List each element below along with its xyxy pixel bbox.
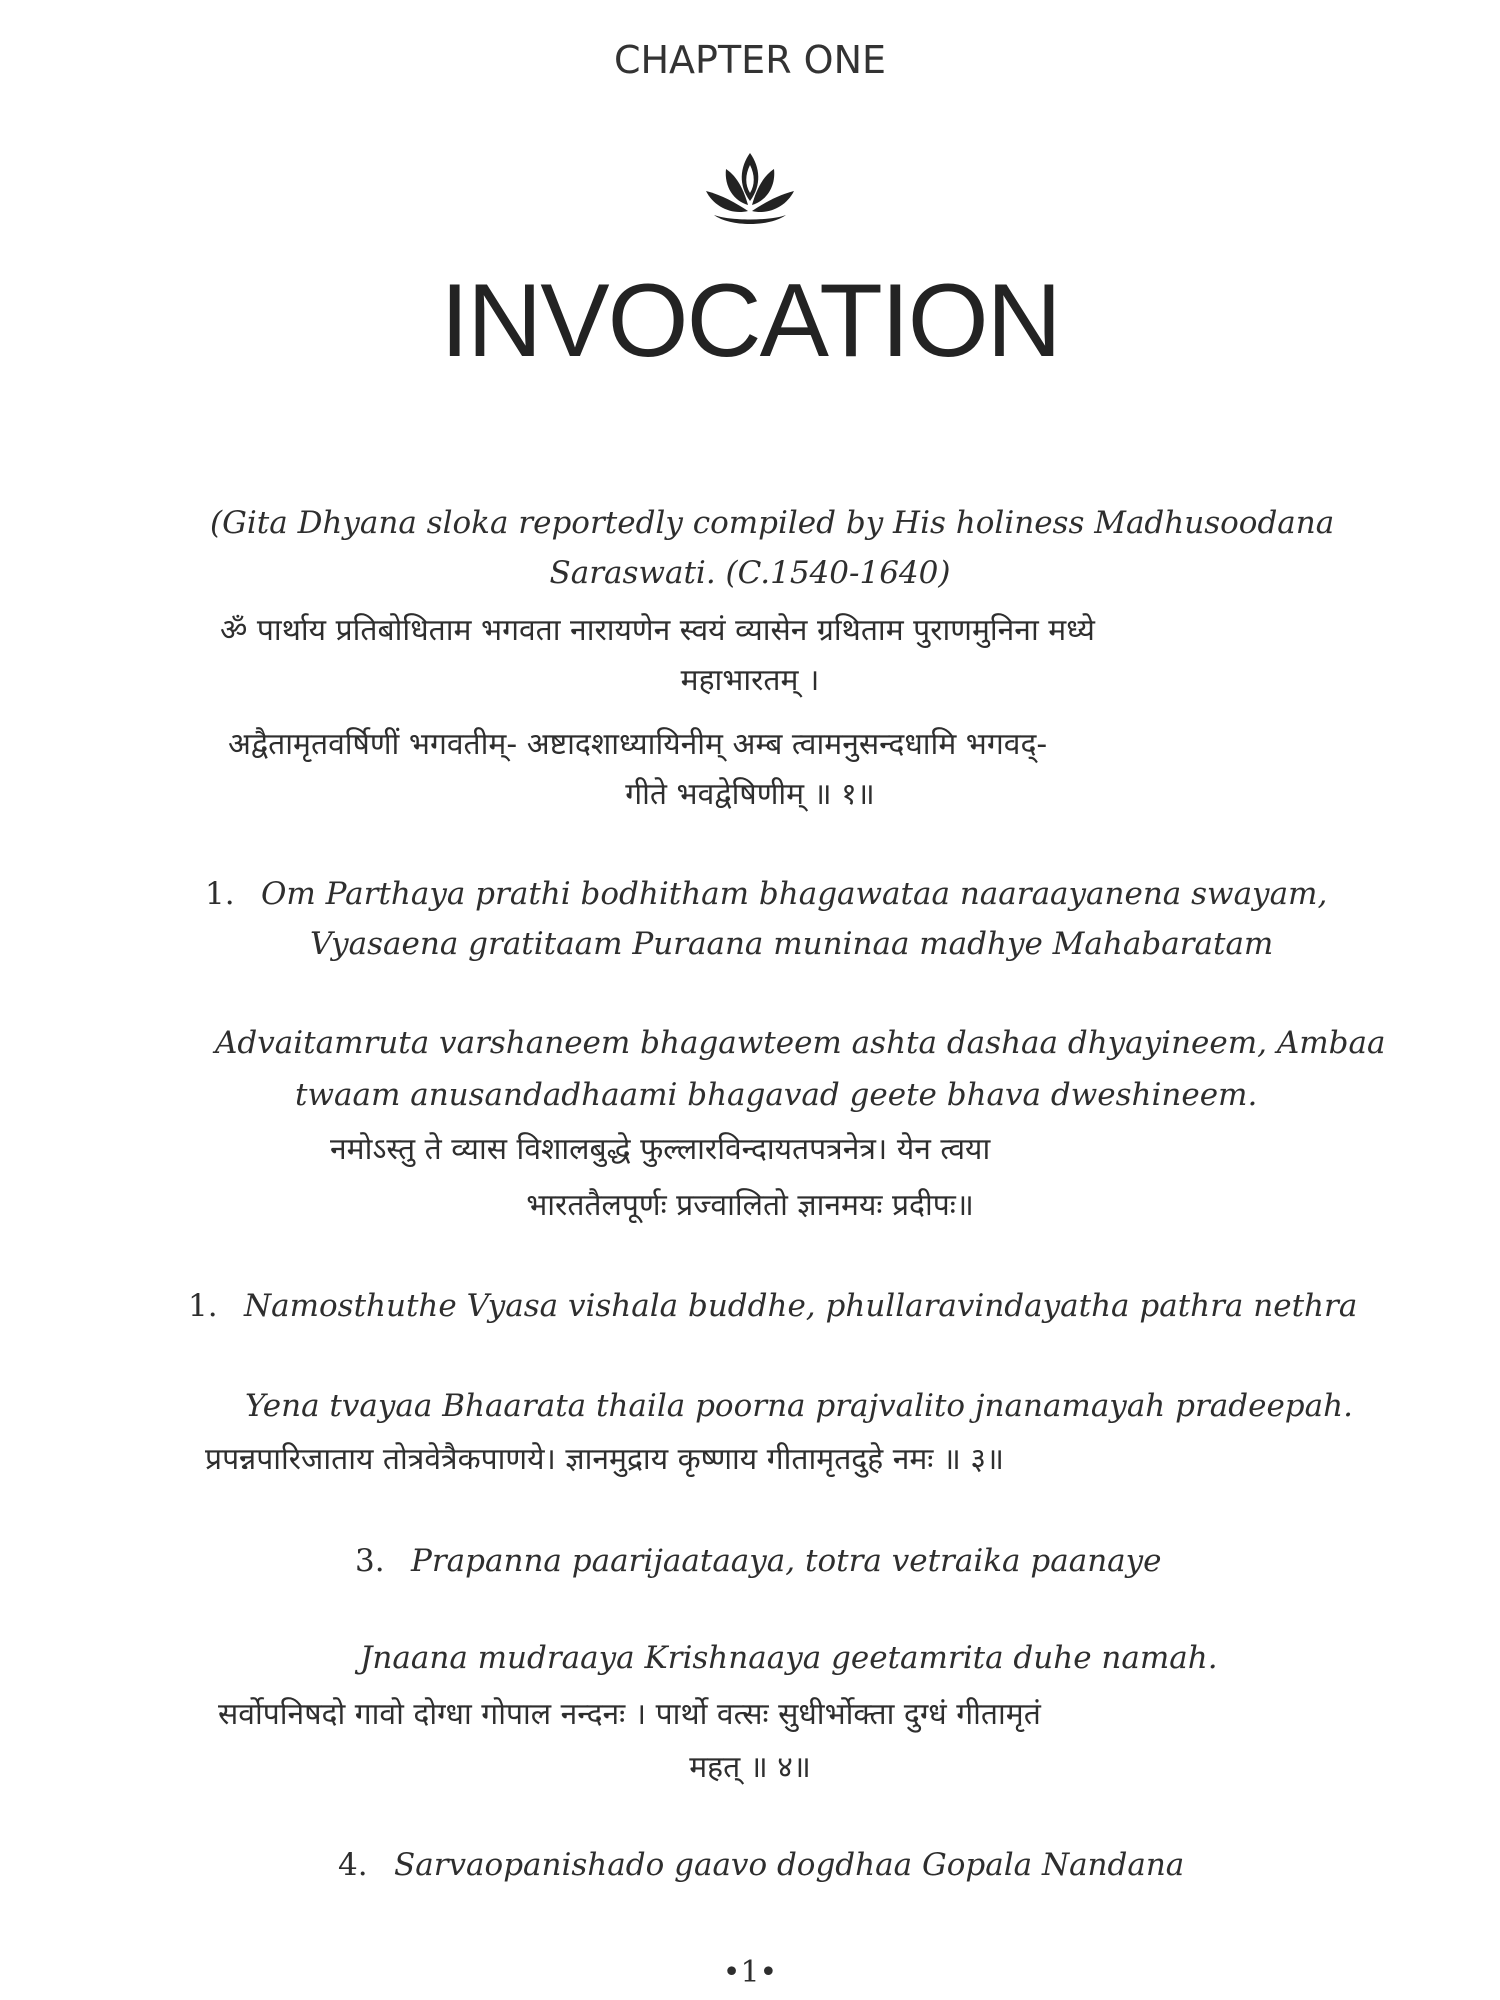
sanskrit-line: अद्वैतामृतवर्षिणीं भगवतीम्- अष्टादशाध्यायिनीम् अम्ब त्वामनुसन्दधामि भगवद्- (228, 727, 1048, 762)
page-title: INVOCATION (440, 263, 1060, 379)
verse-number: 1. (205, 876, 235, 912)
verse-line: Vyasaena gratitaam Puraana muninaa madhye Mahabaratam (310, 926, 1274, 962)
chapter-label: CHAPTER ONE (613, 38, 887, 82)
verse-line: 4. Sarvaopanishado gaavo dogdhaa Gopala Nandana (338, 1847, 1185, 1883)
verse-line: 3. Prapanna paarijaataaya, totra vetraika paanaye (355, 1543, 1162, 1579)
verse-line: 1. Namosthuthe Vyasa vishala buddhe, phullaravindayatha pathra nethra (188, 1288, 1358, 1324)
verse-line: Advaitamruta varshaneem bhagawteem ashta dashaa dhyayineem, Ambaa (215, 1025, 1386, 1061)
verse-line: 1. Om Parthaya prathi bodhitham bhagawataa naaraayanena swayam, (205, 876, 1328, 912)
sanskrit-line: महाभारतम् । (680, 663, 820, 698)
verse-line: Jnaana mudraaya Krishnaaya geetamrita duhe namah. (360, 1640, 1218, 1676)
sanskrit-line: भारततैलपूर्णः प्रज्वालितो ज्ञानमयः प्रदीपः॥ (526, 1188, 974, 1223)
sanskrit-line: महत् ॥ ४॥ (689, 1750, 811, 1785)
verse-line: twaam anusandadhaami bhagavad geete bhava dweshineem. (295, 1077, 1258, 1113)
sanskrit-line: ॐ पार्थाय प्रतिबोधिताम भगवता नारायणेन स्वयं व्यासेन ग्रथिताम पुराणमुनिना मध्ये (220, 613, 1095, 648)
sanskrit-line: सर्वोपनिषदो गावो दोग्धा गोपाल नन्दनः । पार्थो वत्सः सुधीर्भोक्ता दुग्धं गीतामृतं (218, 1697, 1041, 1732)
sanskrit-line: नमोऽस्तु ते व्यास विशालबुद्धे फुल्लारविन्दायतपत्रनेत्र। येन त्वया (330, 1132, 991, 1167)
lotus-icon (700, 145, 800, 235)
sanskrit-line: प्रपन्नपारिजाताय तोत्रवेत्रैकपाणये। ज्ञानमुद्राय कृष्णाय गीतामृतदुहे नमः ॥ ३॥ (205, 1442, 1004, 1477)
verse-number: 3. (355, 1543, 385, 1579)
page-number: •1• (722, 1955, 778, 1990)
verse-line: Yena tvayaa Bhaarata thaila poorna prajvalito jnanamayah pradeepah. (245, 1388, 1353, 1424)
verse-number: 1. (188, 1288, 218, 1324)
verse-number: 4. (338, 1847, 368, 1883)
sanskrit-line: गीते भवद्वेषिणीम् ॥ १॥ (625, 777, 875, 812)
intro-line: Saraswati. (C.1540-1640) (549, 555, 951, 591)
intro-line: (Gita Dhyana sloka reportedly compiled by His holiness Madhusoodana (210, 505, 1335, 541)
